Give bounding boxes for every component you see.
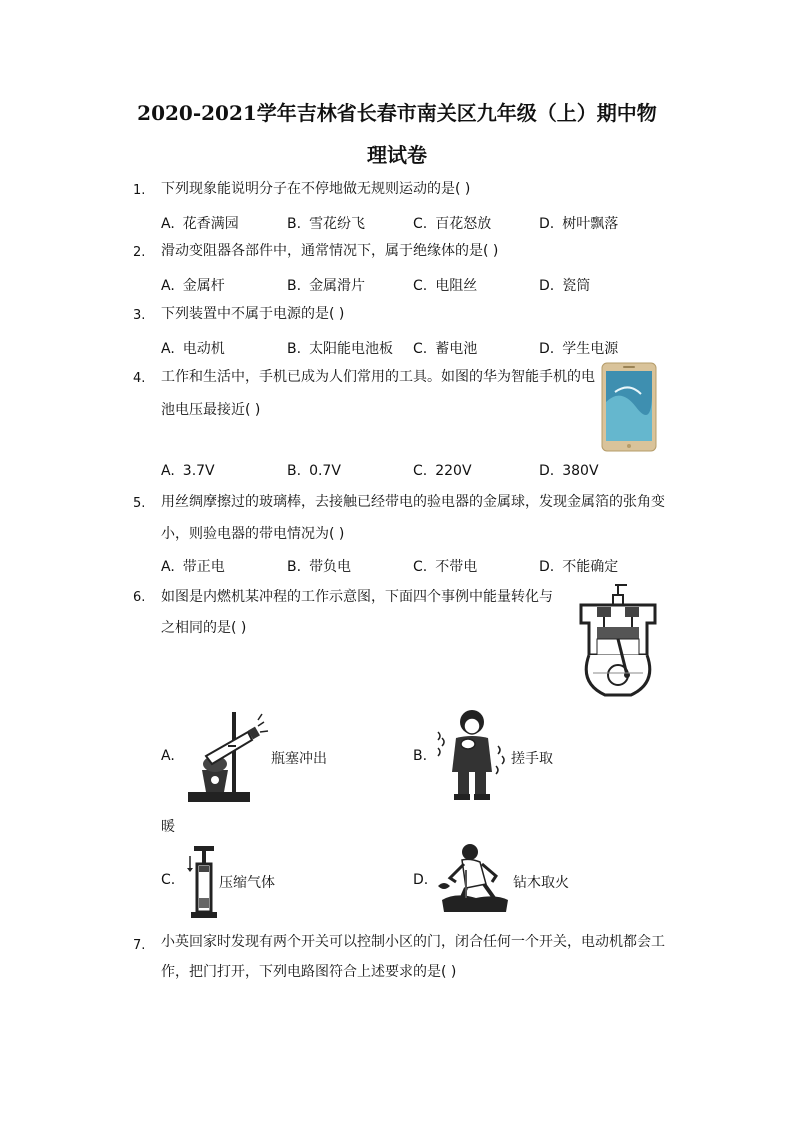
question-text: 下列装置中不属于电源的是( ) xyxy=(161,306,345,322)
wood-drilling-image xyxy=(436,842,512,914)
question-text-line2: 作，把门打开，下列电路图符合上述要求的是( ) xyxy=(161,964,457,980)
engine-cylinder-diagram xyxy=(575,583,661,701)
flask-cork-image xyxy=(184,706,270,806)
page-title: 2020-2021学年吉林省长春市南关区九年级（上）期中物 xyxy=(137,101,657,125)
option-d-text: 钻木取火 xyxy=(513,875,569,891)
question-text-line1: 小英回家时发现有两个开关可以控制小区的门，闭合任何一个开关，电动机都会工 xyxy=(161,934,665,950)
question-number: 2. xyxy=(133,245,146,260)
question-number: 5. xyxy=(133,496,146,511)
option-c: C. 不带电 xyxy=(413,559,478,575)
option-a: A. 电动机 xyxy=(161,341,225,357)
option-b: B. 0.7V xyxy=(287,463,341,479)
option-c: C. 220V xyxy=(413,463,472,479)
smartphone-image xyxy=(601,362,657,452)
option-d: D. 树叶飘落 xyxy=(539,216,619,232)
question-text-line1: 工作和生活中，手机已成为人们常用的工具。如图的华为智能手机的电 xyxy=(161,369,595,385)
question-number: 1. xyxy=(133,183,146,198)
option-c-text: 压缩气体 xyxy=(219,875,275,891)
option-b: B. 金属滑片 xyxy=(287,278,366,294)
option-c: C. 百花怒放 xyxy=(413,216,492,232)
option-d: D. 学生电源 xyxy=(539,341,619,357)
option-a: A. 金属杆 xyxy=(161,278,225,294)
option-c: C. 蓄电池 xyxy=(413,341,478,357)
option-d: D. 不能确定 xyxy=(539,559,619,575)
option-d: D. 瓷筒 xyxy=(539,278,591,294)
option-b: B. 带负电 xyxy=(287,559,352,575)
option-a: A. 带正电 xyxy=(161,559,225,575)
option-b-label: B. xyxy=(413,748,428,764)
question-text: 下列现象能说明分子在不停地做无规则运动的是( ) xyxy=(161,181,471,197)
option-d-label: D. xyxy=(413,872,429,888)
question-number: 6. xyxy=(133,590,146,605)
question-text-line2: 池电压最接近( ) xyxy=(161,402,261,418)
question-text-line2: 小，则验电器的带电情况为( ) xyxy=(161,526,345,542)
air-compressor-image xyxy=(184,842,218,922)
question-text: 滑动变阻器各部件中，通常情况下，属于绝缘体的是( ) xyxy=(161,243,499,259)
option-a: A. 3.7V xyxy=(161,463,215,479)
option-b-text: 搓手取 xyxy=(511,751,553,767)
question-number: 3. xyxy=(133,308,146,323)
option-a-text: 瓶塞冲出 xyxy=(271,751,327,767)
option-c-label: C. xyxy=(161,872,176,888)
question-text-line1: 如图是内燃机某冲程的工作示意图，下面四个事例中能量转化与 xyxy=(161,589,553,605)
page-title-line2: 理试卷 xyxy=(367,143,427,167)
option-b: B. 雪花纷飞 xyxy=(287,216,366,232)
person-rubbing-hands-image xyxy=(434,706,508,804)
question-text-line1: 用丝绸摩擦过的玻璃棒，去接触已经带电的验电器的金属球，发现金属箔的张角变 xyxy=(161,494,665,510)
option-a-label: A. xyxy=(161,748,175,764)
question-text-line2: 之相同的是( ) xyxy=(161,620,247,636)
question-number: 4. xyxy=(133,371,146,386)
option-c: C. 电阻丝 xyxy=(413,278,478,294)
question-number: 7. xyxy=(133,938,146,953)
option-b-text-wrap: 暖 xyxy=(161,819,175,835)
option-b: B. 太阳能电池板 xyxy=(287,341,394,357)
option-a: A. 花香满园 xyxy=(161,216,239,232)
option-d: D. 380V xyxy=(539,463,599,479)
